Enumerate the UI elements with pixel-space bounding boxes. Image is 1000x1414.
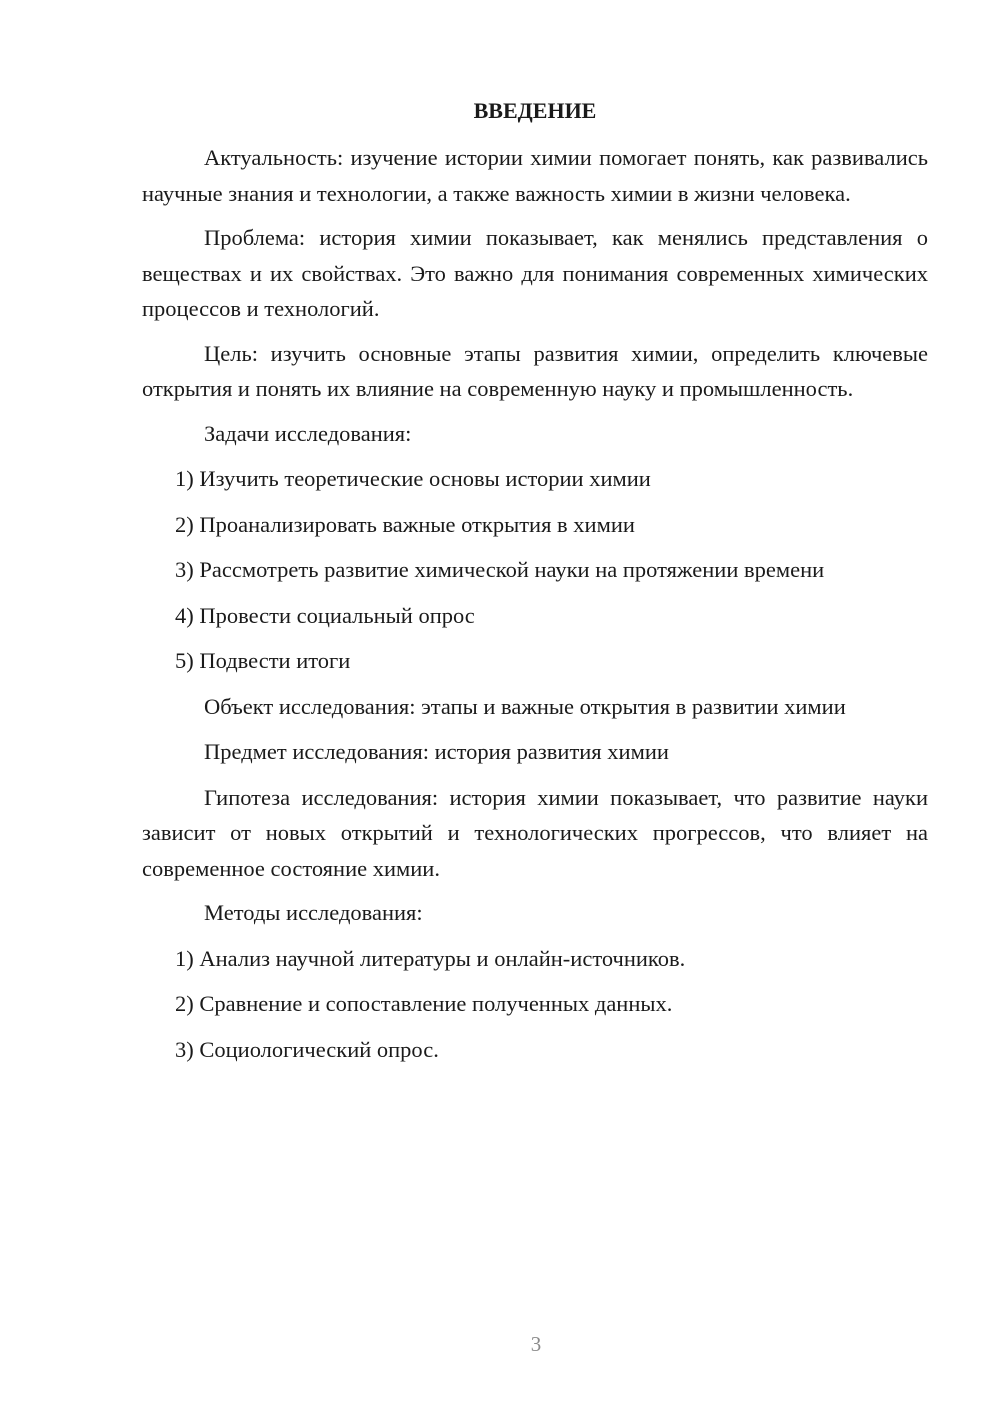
list-item: 1) Анализ научной литературы и онлайн-источников. bbox=[175, 945, 686, 971]
subject-line: Предмет исследования: история развития химии bbox=[204, 739, 669, 764]
actuality-paragraph: Актуальность: изучение истории химии помогает понять, как развивались научные знания и технологии, а также важность химии в жизни человека. bbox=[142, 145, 928, 206]
tasks-list bbox=[142, 461, 928, 679]
goal-paragraph: Цель: изучить основные этапы развития химии, определить ключевые открытия и понять их влияние на современную науку и промышленность. bbox=[142, 340, 928, 401]
tasks-title: Задачи исследования: bbox=[204, 420, 412, 446]
list-item: 3) Рассмотреть развитие химической науки на протяжении времени bbox=[175, 557, 825, 582]
list-item: 1) Изучить теоретические основы истории химии bbox=[175, 466, 651, 491]
problem-paragraph: Проблема: история химии показывает, как менялись представления о веществах и их свойствах. Это важно для понимания современных химических процессов и технологий. bbox=[142, 225, 928, 321]
methods-title: Методы исследования: bbox=[204, 900, 423, 925]
hypothesis-paragraph: Гипотеза исследования: история химии показывает, что развитие науки зависит от новых открытий и технологических прогрессов, что влияет на современное состояние химии. bbox=[142, 784, 928, 881]
methods-list bbox=[142, 941, 928, 1068]
list-item: 2) Проанализировать важные открытия в химии bbox=[175, 511, 635, 537]
list-item: 5) Подвести итоги bbox=[175, 648, 351, 673]
list-item: 3) Социологический опрос. bbox=[175, 1036, 439, 1062]
document-page bbox=[142, 94, 928, 1077]
object-line: Объект исследования: этапы и важные открытия в развитии химии bbox=[204, 693, 846, 719]
section-heading: ВВЕДЕНИЕ bbox=[473, 98, 597, 123]
page-number: 3 bbox=[530, 1332, 542, 1356]
list-item: 4) Провести социальный опрос bbox=[175, 602, 475, 628]
list-item: 2) Сравнение и сопоставление полученных данных. bbox=[175, 991, 673, 1016]
